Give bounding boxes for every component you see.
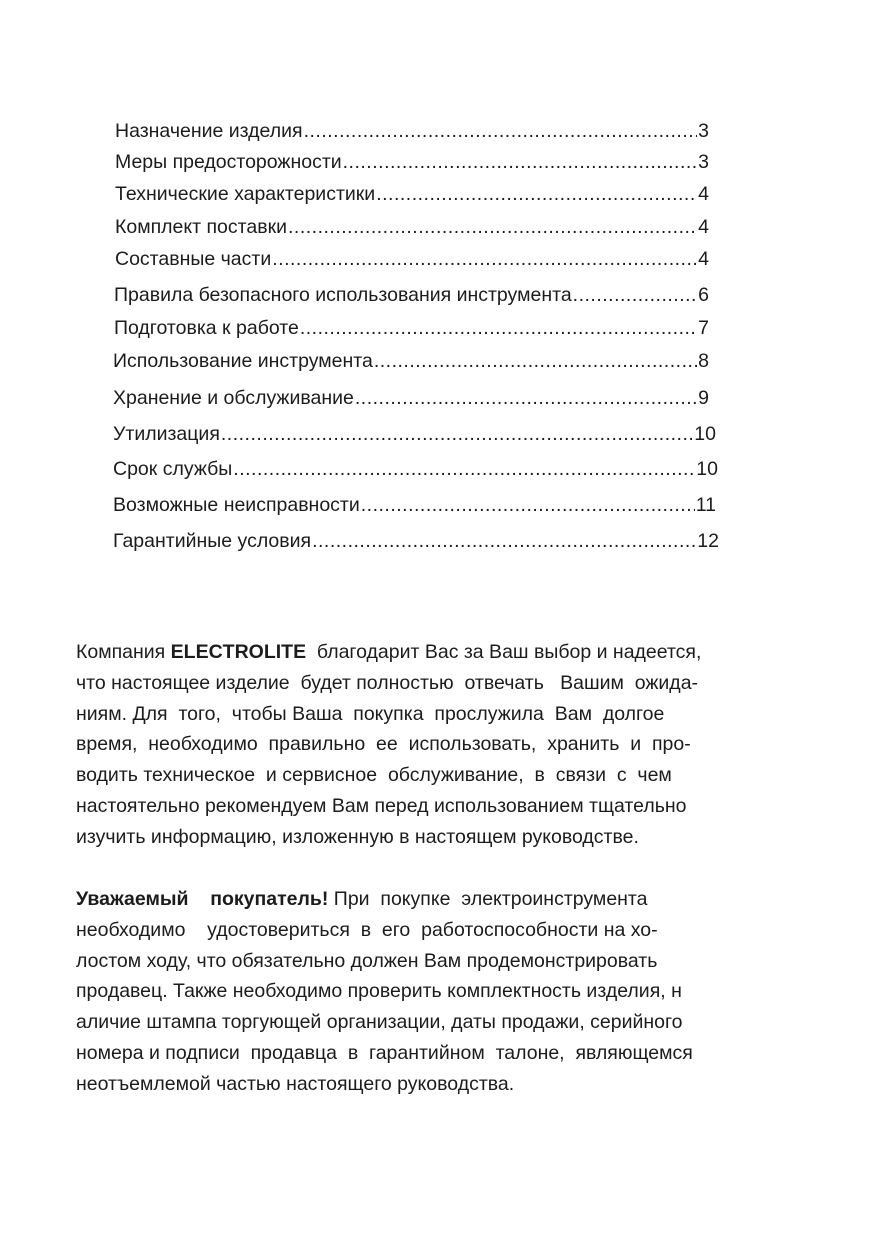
toc-leader-dots	[272, 245, 697, 273]
toc-entry-title: Утилизация	[113, 423, 220, 445]
toc-entry-title: Хранение и обслуживание	[113, 387, 354, 409]
intro-line: ниям. Для того, чтобы Ваша покупка прослужила Вам долгое	[76, 702, 665, 725]
toc-entry-page: 3	[698, 120, 709, 142]
toc-entry-page: 11	[695, 494, 716, 516]
toc-entry	[113, 384, 709, 412]
toc-leader-dots	[300, 314, 697, 342]
toc-entry-title: Меры предосторожности	[115, 151, 342, 173]
toc-entry-title: Использование инструмента	[113, 350, 373, 372]
intro-line: водить техническое и сервисное обслуживание, в связи с чем	[76, 764, 672, 787]
toc-leader-dots	[312, 527, 696, 555]
intro-paragraph	[76, 637, 776, 853]
toc-entry-page: 8	[698, 350, 709, 372]
toc-entry-title: Возможные неисправности	[113, 494, 360, 516]
toc-entry-page: 4	[698, 248, 709, 270]
notice-line: лостом ходу, что обязательно должен Вам продемонстрировать	[76, 949, 658, 972]
toc-entry-title: Комплект поставки	[115, 216, 287, 238]
toc-leader-dots	[355, 384, 697, 412]
notice-line: неотъемлемой частью настоящего руководства.	[76, 1072, 515, 1095]
toc-entry-page: 6	[698, 284, 709, 306]
notice-line-rest: При покупке электроинструмента	[328, 888, 648, 910]
notice-line: необходимо удостовериться в его работоспособности на хо-	[76, 918, 658, 941]
toc-entry-title: Составные части	[115, 248, 272, 270]
notice-heading: Уважаемый покупатель!	[76, 888, 329, 910]
toc-entry	[113, 491, 716, 519]
toc-entry	[113, 347, 709, 375]
intro-line	[76, 637, 776, 668]
intro-line: настоятельно рекомендуем Вам перед использованием тщательно	[76, 794, 687, 817]
toc-entry-title: Срок службы	[113, 458, 233, 480]
toc-entry	[115, 117, 709, 145]
toc-leader-dots	[304, 117, 698, 145]
toc-entry-page: 10	[696, 458, 718, 480]
toc-entry	[114, 314, 709, 342]
toc-leader-dots	[573, 281, 697, 309]
notice-line: номера и подписи продавца в гарантийном талоне, являющемся	[76, 1041, 693, 1064]
toc-leader-dots	[361, 491, 695, 519]
toc-entry	[113, 420, 716, 448]
toc-leader-dots	[288, 213, 697, 241]
intro-line: что настоящее изделие будет полностью отвечать Вашим ожида-	[76, 671, 699, 694]
intro-line: время, необходимо правильно ее использовать, хранить и про-	[76, 733, 691, 756]
toc-entry-page: 7	[698, 317, 709, 339]
toc-leader-dots	[221, 420, 693, 448]
toc-leader-dots	[343, 148, 698, 176]
notice-paragraph	[76, 884, 776, 1100]
toc-entry-page: 3	[698, 151, 709, 173]
toc-entry-page: 4	[698, 216, 709, 238]
toc-entry-title: Назначение изделия	[115, 120, 303, 142]
toc-entry-title: Подготовка к работе	[114, 317, 299, 339]
notice-line	[76, 884, 776, 915]
intro-line: изучить информацию, изложенную в настоящем руководстве.	[76, 825, 639, 848]
toc-entry-title: Правила безопасного использования инструмента	[114, 284, 572, 306]
toc-entry-page: 10	[694, 423, 716, 445]
toc-leader-dots	[376, 180, 697, 208]
toc-entry	[115, 180, 709, 208]
toc-entry	[115, 245, 709, 273]
toc-entry	[113, 527, 719, 555]
intro-prefix: Компания	[76, 641, 171, 663]
toc-leader-dots	[374, 347, 697, 375]
toc-entry-title: Технические характеристики	[115, 183, 376, 205]
notice-line: продавец. Также необходимо проверить комплектность изделия, н	[76, 980, 682, 1003]
toc-leader-dots	[233, 455, 695, 483]
toc-entry-title: Гарантийные условия	[113, 530, 312, 552]
toc-entry-page: 4	[698, 183, 709, 205]
notice-line: аличие штампа торгующей организации, даты продажи, серийного	[76, 1011, 683, 1034]
toc-entry	[114, 281, 709, 309]
toc-entry	[115, 213, 709, 241]
brand-name: ELECTROLITE	[170, 641, 307, 663]
toc-entry	[113, 455, 718, 483]
toc-entry-page: 12	[697, 530, 719, 552]
toc-entry	[115, 148, 709, 176]
toc-entry-page: 9	[698, 387, 709, 409]
intro-line-rest: благодарит Вас за Ваш выбор и надеется,	[306, 641, 702, 663]
